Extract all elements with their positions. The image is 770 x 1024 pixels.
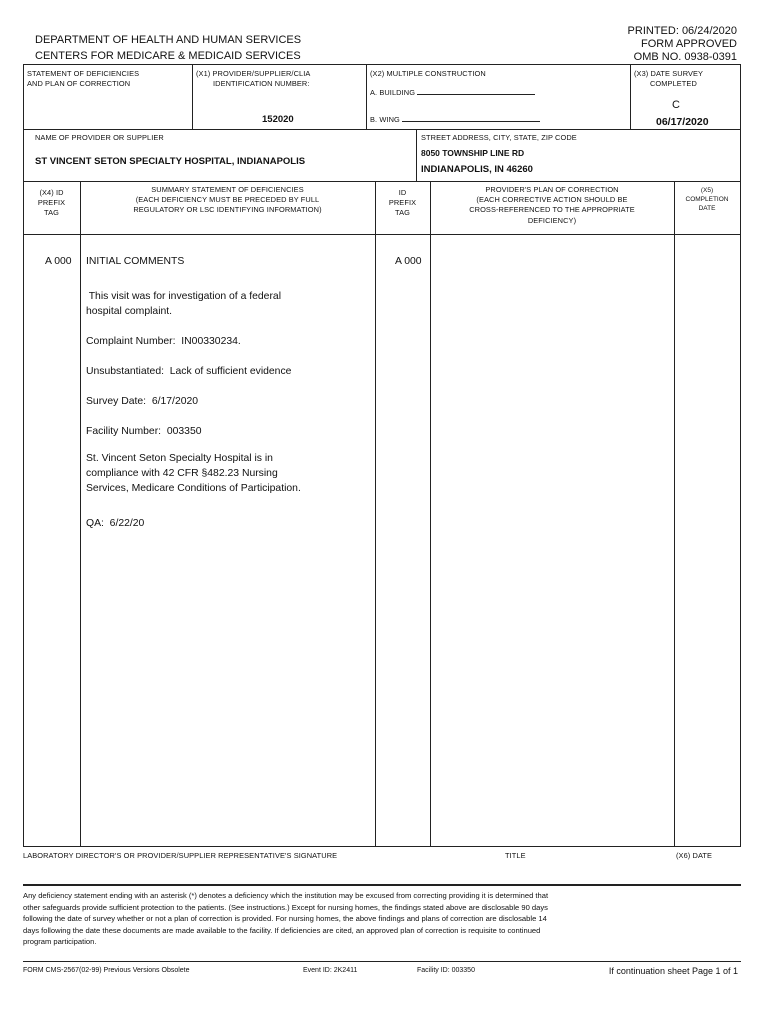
x3-label-2: COMPLETED xyxy=(650,79,697,88)
x1-label-2: IDENTIFICATION NUMBER: xyxy=(213,79,310,88)
plan-label-4: DEFICIENCY) xyxy=(527,216,577,225)
facility-id: Facility ID: 003350 xyxy=(417,967,475,974)
tag-left: A 000 xyxy=(45,256,72,267)
continuation-page: If continuation sheet Page 1 of 1 xyxy=(608,966,738,976)
tag-right: A 000 xyxy=(395,256,422,267)
plan-label-1: PROVIDER'S PLAN OF CORRECTION xyxy=(485,185,619,194)
plan-label-2: (EACH CORRECTIVE ACTION SHOULD BE xyxy=(476,195,628,204)
col-divider-1 xyxy=(80,181,81,846)
col-divider-4 xyxy=(674,181,675,846)
complaint-number: Complaint Number: IN00330234. xyxy=(86,336,241,347)
address-label: STREET ADDRESS, CITY, STATE, ZIP CODE xyxy=(421,133,577,142)
summary-label-2: (EACH DEFICIENCY MUST BE PRECEDED BY FULL xyxy=(135,195,320,204)
address-city: INDIANAPOLIS, IN 46260 xyxy=(421,164,533,175)
form-approved: FORM APPROVED xyxy=(641,38,737,50)
col-divider-3 xyxy=(430,181,431,846)
x4-label-2: PREFIX xyxy=(37,198,66,207)
x1-label-1: (X1) PROVIDER/SUPPLIER/CLIA xyxy=(196,69,311,78)
provider-name-label: NAME OF PROVIDER OR SUPPLIER xyxy=(35,133,164,142)
frame-top xyxy=(23,64,741,65)
department-name: DEPARTMENT OF HEALTH AND HUMAN SERVICES xyxy=(35,34,302,46)
provider-id-value: 152020 xyxy=(262,114,294,125)
x6-date-label: (X6) DATE xyxy=(676,851,713,860)
building-label: A. BUILDING xyxy=(370,86,535,98)
col-divider-2 xyxy=(375,181,376,846)
summary-label-1: SUMMARY STATEMENT OF DEFICIENCIES xyxy=(151,185,304,194)
x5-label-3: DATE xyxy=(698,205,716,212)
entry-p1-line1: This visit was for investigation of a federal xyxy=(86,291,282,302)
entry-survey-date: Survey Date: 6/17/2020 xyxy=(86,396,199,407)
survey-code: C xyxy=(672,99,680,111)
x5-label-1: (X5) xyxy=(700,187,714,194)
signature-label: LABORATORY DIRECTOR'S OR PROVIDER/SUPPLIER REPRESENTATIVE'S SIGNATURE xyxy=(23,851,338,860)
printed-date: PRINTED: 06/24/2020 xyxy=(627,25,737,37)
id-label-1: ID xyxy=(398,188,407,197)
x3-label-1: (X3) DATE SURVEY xyxy=(634,69,704,78)
plan-label-3: CROSS-REFERENCED TO THE APPROPRIATE xyxy=(469,205,635,214)
survey-date: 06/17/2020 xyxy=(656,116,709,128)
id-label-3: TAG xyxy=(395,208,410,217)
entry-p1-line2: hospital complaint. xyxy=(86,306,173,317)
x4-label-1: (X4) ID xyxy=(39,188,64,197)
x5-label-2: COMPLETION xyxy=(685,196,729,203)
event-id: Event ID: 2K2411 xyxy=(303,967,358,974)
compliance-line2: compliance with 42 CFR §482.23 Nursing xyxy=(86,468,278,479)
summary-label-3: REGULATORY OR LSC IDENTIFYING INFORMATION) xyxy=(133,205,322,214)
address-street: 8050 TOWNSHIP LINE RD xyxy=(421,148,525,158)
statement-label-2: AND PLAN OF CORRECTION xyxy=(27,79,131,88)
x4-label-3: TAG xyxy=(44,208,59,217)
qa-date: QA: 6/22/20 xyxy=(86,518,145,529)
compliance-line3: Services, Medicare Conditions of Participation. xyxy=(86,483,301,494)
finding: Unsubstantiated: Lack of sufficient evidence xyxy=(86,366,292,377)
title-label: TITLE xyxy=(505,851,526,860)
provider-name: ST VINCENT SETON SPECIALTY HOSPITAL, INDIANAPOLIS xyxy=(35,156,306,167)
entry-heading: INITIAL COMMENTS xyxy=(86,256,185,267)
facility-number: Facility Number: 003350 xyxy=(86,426,202,437)
wing-label: B. WING xyxy=(370,113,540,125)
form-number: FORM CMS-2567(02-99) Previous Versions Obsolete xyxy=(23,967,190,974)
omb-number: OMB NO. 0938-0391 xyxy=(633,51,737,63)
id-label-2: PREFIX xyxy=(388,198,417,207)
disclaimer: Any deficiency statement ending with an asterisk (*) denotes a deficiency which the institution may be excused from correcting providing it is determined that other safeguards provide sufficient protection to the patients. (See instructions.) Except for nursing homes, the findings stated above are disclosable 90 days following the date of survey whether or not a plan of correction is provided. For nursing homes, the above findings and plans of correction are disclosable 14 days following the date these documents are made available to the facility. If deficiencies are cited, an approved plan of correction is requisite to continued program participation. xyxy=(23,891,549,947)
compliance-line1: St. Vincent Seton Specialty Hospital is in xyxy=(86,453,273,464)
statement-label-1: STATEMENT OF DEFICIENCIES xyxy=(27,69,140,78)
x2-label: (X2) MULTIPLE CONSTRUCTION xyxy=(370,69,486,78)
agency-name: CENTERS FOR MEDICARE & MEDICAID SERVICES xyxy=(35,50,301,62)
